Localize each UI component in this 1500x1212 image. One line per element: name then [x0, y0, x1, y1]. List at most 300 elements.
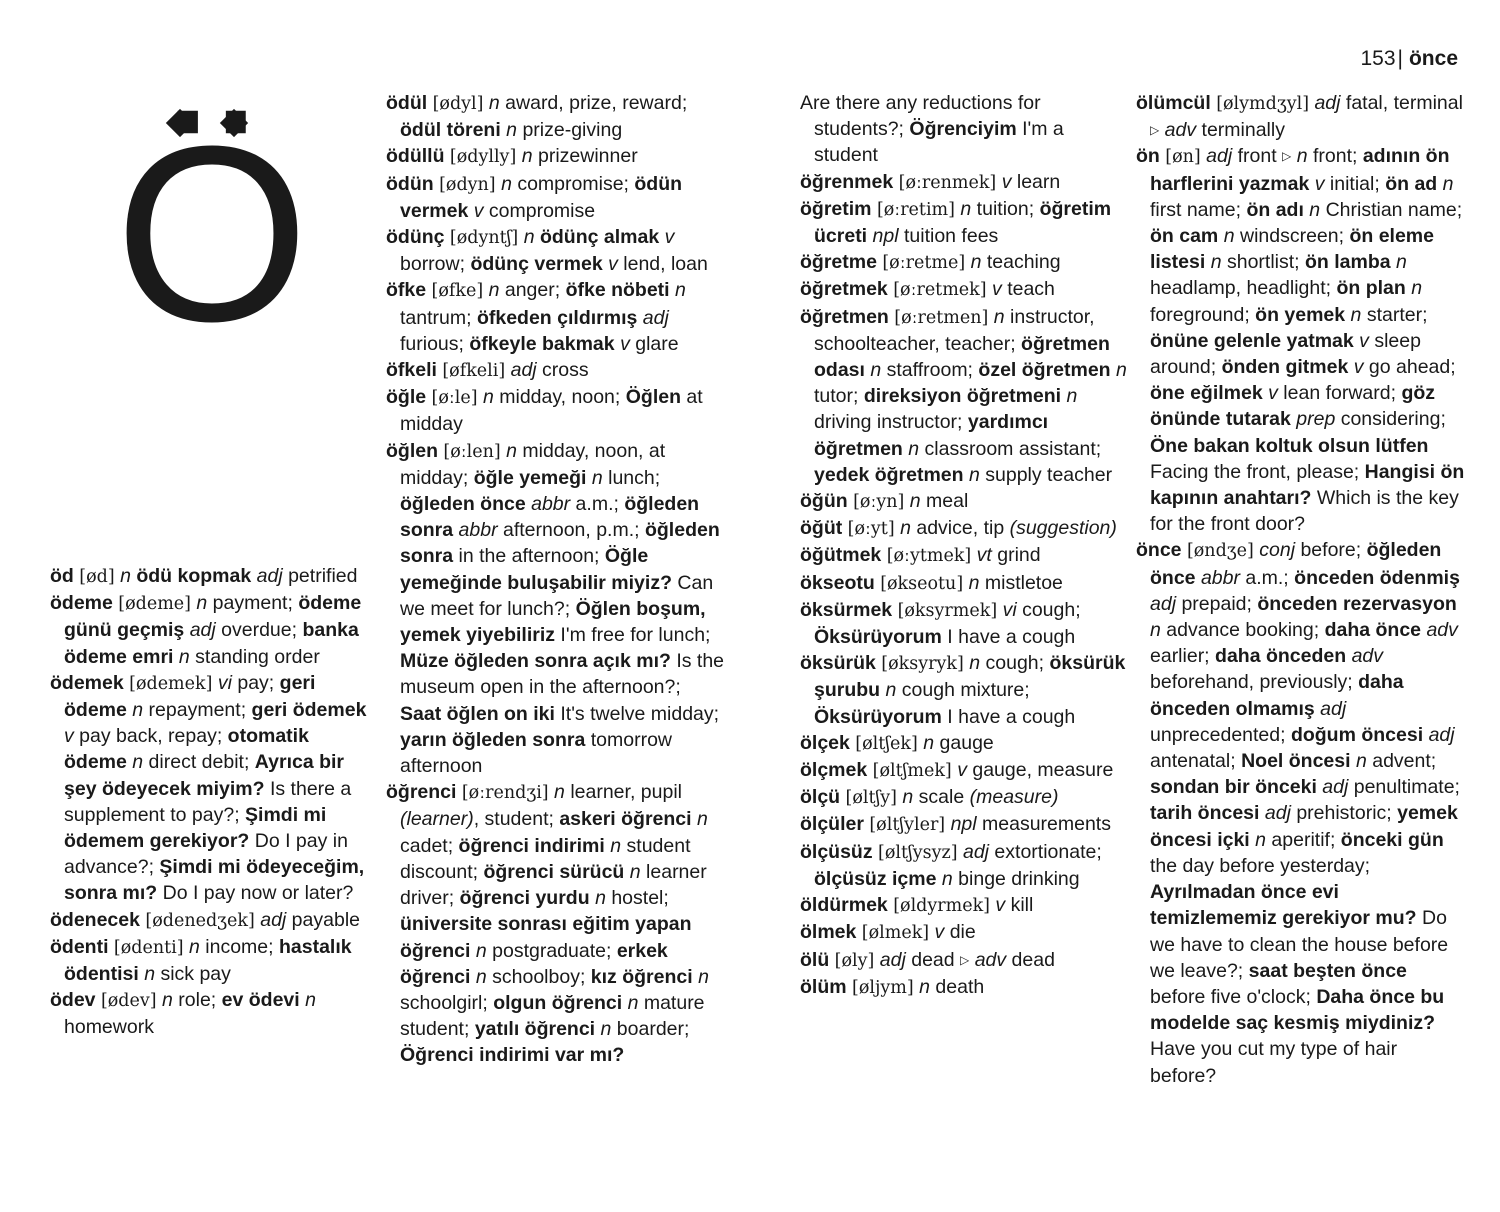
headword: direksiyon öğretmeni: [863, 385, 1062, 408]
headword: Öğrenci indirimi var mı?: [400, 1044, 625, 1067]
dictionary-entry: [800, 974, 1130, 1001]
guide-word: önce: [1408, 47, 1458, 70]
grammar-label: (suggestion): [1009, 517, 1117, 540]
grammar-label: n: [1355, 750, 1367, 773]
headword: Hangisi ön kapının anahtarı?: [1150, 460, 1465, 510]
definition-text: learner, pupil: [564, 781, 682, 804]
grammar-label: n: [595, 887, 606, 910]
dictionary-entry: [800, 650, 1130, 730]
pronunciation: [øksyryk]: [881, 654, 964, 675]
grammar-label: (measure): [969, 786, 1059, 809]
dictionary-entry: [800, 515, 1130, 542]
pronunciation: [øːyn]: [853, 492, 905, 513]
dictionary-entry: [386, 384, 726, 437]
headword: ön plan: [1336, 277, 1406, 300]
dictionary-column-4: [1136, 90, 1466, 1089]
headword: ödeme günü geçmiş: [64, 592, 362, 642]
headword: Şimdi mi ödemem gerekiyor?: [64, 803, 327, 853]
dictionary-entry: [800, 730, 1130, 757]
headword: öksürük şurubu: [814, 652, 1126, 702]
pronunciation: [ødylly]: [449, 147, 517, 168]
pronunciation: [ødyntʃ]: [449, 228, 519, 249]
definition-text: prepaid;: [1176, 592, 1258, 615]
arrow-marker: ▷: [1282, 149, 1292, 164]
headword: öğle: [386, 386, 427, 409]
definition-text: dead: [1006, 948, 1055, 971]
headword: daha önceden olmamış: [1150, 671, 1404, 720]
headword: ödünç almak: [539, 226, 660, 249]
headword: ödemek: [50, 671, 124, 694]
grammar-label: adj: [642, 306, 669, 329]
grammar-label: n: [885, 679, 897, 702]
pronunciation: [øfke]: [431, 281, 484, 302]
grammar-label: adj: [1206, 145, 1233, 168]
pronunciation: [øːretim]: [876, 199, 955, 220]
grammar-label: n: [919, 975, 930, 998]
definition-text: a.m.;: [1239, 566, 1295, 589]
definition-text: learner driver;: [400, 860, 707, 910]
pronunciation: [øltʃysyz]: [878, 842, 958, 863]
headword: öğütmek: [800, 544, 882, 567]
definition-text: tomorrow afternoon: [400, 728, 672, 778]
pronunciation: [ødyl]: [432, 94, 484, 114]
headword: Müze öğleden sonra açık mı?: [400, 650, 671, 673]
definition-text: lunch;: [602, 466, 661, 489]
grammar-label: adj: [879, 948, 906, 971]
dictionary-entry: [800, 597, 1130, 650]
grammar-label: n: [870, 359, 882, 382]
dictionary-entry: [800, 304, 1130, 488]
pronunciation: [øːytmek]: [886, 546, 972, 567]
definition-text: overdue;: [215, 619, 303, 642]
headword: ödeme: [50, 592, 113, 615]
pronunciation: [ødenedʒek]: [145, 910, 255, 931]
dictionary-entry: [386, 143, 726, 170]
definition-text: shortlist;: [1221, 251, 1306, 274]
pronunciation: [øːlen]: [443, 441, 501, 462]
definition-text: advance booking;: [1160, 619, 1325, 642]
grammar-label: n: [475, 965, 487, 988]
definition-text: initial;: [1324, 172, 1386, 195]
grammar-label: npl: [950, 813, 977, 836]
grammar-label: n: [923, 731, 935, 754]
pronunciation: [øn]: [1165, 147, 1201, 168]
headword: askeri öğrenci: [559, 808, 692, 831]
grammar-label: n: [591, 466, 603, 489]
pronunciation: [ølmek]: [861, 923, 930, 944]
definition-text: Have you cut my type of hair before?: [1150, 1038, 1398, 1087]
grammar-label: v: [620, 332, 630, 355]
definition-text: teach: [1001, 278, 1055, 301]
grammar-label: npl: [872, 225, 899, 248]
grammar-label: n: [506, 439, 518, 462]
headword: otomatik ödeme: [64, 725, 309, 774]
headword: özel öğretmen: [978, 359, 1111, 382]
headword: göz önünde tutarak: [1150, 382, 1436, 431]
grammar-label: n: [521, 145, 533, 168]
headword: ölçüler: [800, 813, 864, 836]
headword: ölçmek: [800, 759, 868, 782]
grammar-label: n: [1066, 385, 1078, 408]
definition-text: teaching: [981, 251, 1061, 274]
headword: ölüm: [800, 975, 847, 998]
pronunciation: [øltʃy]: [845, 788, 897, 809]
definition-text: sleep around;: [1150, 329, 1421, 379]
grammar-label: n: [627, 991, 639, 1014]
headword: öğleden sonra: [400, 519, 720, 568]
section-letter: [114, 94, 310, 373]
dictionary-entry: [800, 839, 1130, 892]
headword: tarih öncesi: [1150, 802, 1260, 825]
definition-text: cadet;: [400, 834, 459, 857]
headword: ödünç: [386, 226, 445, 249]
grammar-label: n: [902, 786, 914, 809]
definition-text: before;: [1295, 539, 1367, 562]
grammar-label: adv: [974, 948, 1007, 971]
headword: Şimdi mi ödeyeceğim, sonra mı?: [64, 856, 365, 905]
headword: ödüllü: [386, 145, 445, 168]
definition-text: first name;: [1150, 198, 1247, 221]
headword: öldürmek: [800, 894, 888, 917]
grammar-label: v: [664, 226, 675, 249]
definition-text: Are there any reductions for students?;: [800, 92, 1041, 141]
definition-text: afternoon, p.m.;: [497, 519, 645, 542]
running-header: [1360, 46, 1458, 72]
definition-text: measurements: [976, 813, 1111, 836]
definition-text: pay;: [231, 671, 280, 694]
pronunciation: [øːretmen]: [894, 307, 989, 328]
definition-text: sick pay: [155, 963, 231, 986]
definition-text: fatal, terminal: [1340, 92, 1463, 114]
pronunciation: [ød]: [79, 567, 115, 587]
headword: öğleden önce: [400, 493, 526, 516]
grammar-label: v: [992, 278, 1002, 301]
headword: banka ödeme emri: [64, 619, 359, 668]
headword: adının ön harflerini yazmak: [1150, 145, 1450, 195]
grammar-label: adj: [260, 908, 287, 931]
definition-text: role;: [172, 989, 222, 1012]
definition-text: considering;: [1335, 408, 1446, 431]
pronunciation: [ødyn]: [439, 174, 496, 195]
grammar-label: n: [482, 386, 494, 409]
headword: ev ödevi: [221, 989, 300, 1012]
grammar-label: prep: [1296, 408, 1336, 431]
headword: öfkeli: [386, 359, 437, 382]
definition-text: front;: [1307, 145, 1363, 168]
grammar-label: adj: [1264, 802, 1291, 825]
headword: ön lamba: [1305, 251, 1391, 274]
headword: erkek öğrenci: [400, 939, 668, 988]
headword: ödenti: [50, 935, 109, 958]
headword: saat beşten önce: [1248, 959, 1407, 982]
pronunciation: [ødev]: [100, 991, 157, 1012]
definition-text: meal: [920, 490, 969, 513]
grammar-label: adv: [1426, 619, 1458, 642]
definition-text: cough;: [1016, 598, 1081, 621]
headword: Öğlen boşum, yemek yiyebiliriz: [400, 597, 706, 647]
grammar-label: adj: [510, 359, 537, 382]
definition-text: prehistoric;: [1290, 802, 1398, 825]
dictionary-entry: [386, 224, 726, 277]
definition-text: dead: [905, 948, 961, 971]
headword: kız öğrenci: [590, 965, 693, 988]
dictionary-entry: [1136, 143, 1466, 537]
definition-text: I have a cough: [941, 705, 1076, 728]
headword: doğum öncesi: [1290, 723, 1424, 746]
definition-text: windscreen;: [1234, 225, 1350, 248]
headword: öfke: [386, 279, 427, 302]
grammar-label: n: [968, 571, 980, 594]
definition-text: learn: [1011, 170, 1061, 193]
grammar-label: n: [305, 989, 316, 1012]
definition-text: tuition fees: [898, 225, 999, 248]
definition-text: Do we have to clean the house before we leave?;: [1150, 907, 1449, 982]
definition-text: cross: [536, 359, 589, 382]
headword: ökseotu: [800, 571, 875, 594]
grammar-label: abbr: [531, 493, 571, 516]
grammar-label: vi: [217, 671, 232, 694]
headword: Ayrıca bir şey ödeyecek miyim?: [64, 751, 345, 800]
grammar-label: adv: [1164, 119, 1197, 142]
headword: öğüt: [800, 517, 843, 540]
definition-text: supply teacher: [979, 463, 1113, 486]
headword: öksürük: [800, 652, 876, 675]
dictionary-entry: [50, 907, 375, 934]
pronunciation: [øly]: [834, 950, 875, 971]
definition-text: glare: [629, 332, 679, 355]
grammar-label: vt: [976, 544, 992, 567]
grammar-label: v: [473, 199, 484, 222]
headword: yarın öğleden sonra: [400, 728, 586, 751]
definition-text: foreground;: [1150, 303, 1256, 326]
grammar-label: n: [1255, 828, 1266, 851]
dictionary-entry: [50, 670, 375, 907]
headword: Öğrenciyim: [909, 118, 1017, 141]
grammar-label: n: [968, 463, 980, 486]
definition-text: classroom assistant;: [919, 437, 1102, 460]
definition-text: payable: [286, 908, 360, 931]
headword: daha önce: [1324, 619, 1422, 642]
grammar-label: adj: [1428, 723, 1455, 746]
definition-text: postgraduate;: [486, 939, 617, 962]
dictionary-entry: [50, 563, 375, 590]
headword: yardımcı öğretmen: [814, 411, 1049, 460]
pronunciation: [øltʃek]: [855, 733, 918, 754]
headword: Noel öncesi: [1241, 750, 1351, 773]
definition-text: scale: [913, 786, 970, 809]
grammar-label: n: [900, 517, 911, 540]
grammar-label: n: [501, 172, 512, 195]
definition-text: anger;: [499, 279, 566, 302]
headword: daha önceden: [1215, 645, 1347, 668]
definition-text: driving instructor;: [814, 411, 968, 434]
headword: hastalık ödentisi: [64, 935, 352, 986]
definition-text: death: [930, 975, 985, 998]
headword: Öğlen: [625, 386, 681, 409]
headword: geri ödeme: [64, 671, 316, 722]
dictionary-entry: [50, 934, 375, 987]
headword: önden gitmek: [1221, 356, 1349, 379]
dictionary-entry: [386, 357, 726, 384]
dictionary-entry: [50, 590, 375, 670]
grammar-label: n: [969, 652, 981, 675]
definition-text: in the afternoon;: [453, 545, 605, 568]
pronunciation: [øːrenmek]: [898, 172, 997, 193]
headword: ödünç vermek: [470, 253, 603, 276]
pronunciation: [øltʃyler]: [869, 815, 946, 836]
pronunciation: [øfkeli]: [442, 361, 506, 382]
headword: öne eğilmek: [1150, 382, 1263, 405]
grammar-label: v: [995, 894, 1006, 917]
pronunciation: [ødemek]: [129, 673, 213, 694]
definition-text: repayment;: [143, 699, 252, 722]
grammar-label: n: [162, 989, 173, 1012]
definition-text: earlier;: [1150, 645, 1216, 668]
grammar-label: n: [610, 834, 622, 857]
grammar-label: n: [1150, 619, 1161, 642]
dictionary-entry: [800, 169, 1130, 196]
headword: Öksürüyorum: [814, 626, 942, 649]
dictionary-entry: [800, 892, 1130, 919]
grammar-label: n: [1296, 145, 1308, 168]
grammar-label: adv: [1351, 645, 1384, 668]
headword: öfkeyle bakmak: [469, 332, 615, 355]
definition-text: instructor, schoolteacher, teacher;: [814, 305, 1095, 355]
grammar-label: abbr: [458, 519, 498, 542]
headword: Öğle yemeğinde buluşabilir miyiz?: [400, 545, 672, 594]
headword: öğretme: [800, 251, 877, 274]
definition-text: award, prize, reward;: [499, 92, 688, 114]
headword: ödev: [50, 989, 96, 1012]
headword: ölçüsüz: [800, 840, 873, 863]
definition-text: grind: [991, 544, 1041, 567]
grammar-label: n: [698, 965, 709, 988]
headword: ön ad: [1385, 172, 1438, 195]
headword: ödül: [386, 92, 428, 114]
headword: Daha önce bu modelde saç kesmiş miydiniz?: [1150, 985, 1445, 1035]
grammar-label: n: [196, 592, 208, 615]
arrow-marker: ▷: [960, 952, 970, 967]
grammar-label: v: [1001, 170, 1012, 193]
headword: öfke nöbeti: [565, 279, 670, 302]
dictionary-entry: [800, 811, 1130, 838]
grammar-label: n: [993, 305, 1005, 328]
dictionary-entry: [800, 919, 1130, 946]
grammar-label: v: [1359, 329, 1369, 352]
headword: ölü: [800, 948, 830, 971]
definition-text: schoolboy;: [486, 965, 591, 988]
definition-text: I'm a student: [814, 118, 1064, 167]
grammar-label: adj: [1150, 592, 1177, 615]
definition-text: tuition;: [971, 197, 1040, 220]
grammar-label: n: [1210, 251, 1222, 274]
headword: ön: [1136, 145, 1160, 168]
headword: yemek öncesi içki: [1150, 802, 1458, 851]
headword: ödün vermek: [400, 172, 683, 222]
headword: önceden ödenmiş: [1294, 566, 1460, 589]
dictionary-entry: [800, 947, 1130, 974]
pronunciation: [ølymdʒyl]: [1216, 94, 1310, 114]
grammar-label: (learner): [400, 808, 474, 831]
dictionary-entry: [800, 90, 1130, 169]
headword: öfkeden çıldırmış: [476, 306, 638, 329]
grammar-label: n: [600, 1018, 612, 1041]
headword: ön cam: [1150, 225, 1219, 248]
definition-text: Do I pay now or later?: [157, 882, 354, 905]
definition-text: gauge, measure: [966, 759, 1114, 782]
headword: öğleden önce: [1150, 539, 1442, 589]
grammar-label: n: [908, 437, 920, 460]
definition-text: lend, loan: [617, 253, 708, 276]
definition-text: gauge: [934, 731, 994, 754]
headword: öğün: [800, 490, 848, 513]
definition-text: income;: [199, 935, 279, 958]
definition-text: extortionate;: [989, 840, 1102, 863]
headword: Öksürüyorum: [814, 705, 942, 728]
definition-text: tutor;: [814, 385, 864, 408]
pronunciation: [øːretmek]: [893, 280, 987, 301]
grammar-label: v: [1314, 172, 1325, 195]
definition-text: prizewinner: [532, 145, 638, 168]
definition-text: student discount;: [400, 834, 691, 883]
headword: geri ödemek: [251, 699, 367, 722]
definition-text: before five o'clock;: [1150, 985, 1317, 1008]
definition-text: boarder;: [611, 1018, 690, 1041]
dictionary-entry: [800, 784, 1130, 811]
headword: ön adı: [1246, 198, 1304, 221]
grammar-label: n: [675, 279, 686, 302]
grammar-label: n: [1411, 277, 1423, 300]
definition-text: borrow;: [400, 253, 471, 276]
definition-text: prize-giving: [517, 119, 623, 142]
headword: öksürmek: [800, 598, 893, 621]
definition-text: cough mixture;: [896, 679, 1030, 702]
grammar-label: n: [189, 935, 200, 958]
definition-text: Do I pay in advance?;: [64, 830, 348, 879]
grammar-label: v: [608, 253, 618, 276]
grammar-label: n: [1442, 172, 1454, 195]
dictionary-column-3: [800, 90, 1130, 1001]
headword: ölmek: [800, 921, 857, 944]
definition-text: die: [944, 921, 976, 944]
dictionary-column-2: [386, 90, 726, 1069]
grammar-label: v: [957, 759, 967, 782]
dictionary-entry: [800, 488, 1130, 515]
grammar-label: adj: [256, 565, 283, 587]
headword: öğretmen odası: [814, 332, 1110, 382]
headword: ödenecek: [50, 908, 140, 931]
definition-text: pay back, repay;: [73, 725, 228, 748]
definition-text: Which is the key for the front door?: [1150, 487, 1459, 536]
definition-text: standing order: [189, 645, 320, 668]
headword: ölümcül: [1136, 92, 1211, 114]
dictionary-entry: [800, 570, 1130, 597]
dictionary-entry: [800, 196, 1130, 249]
definition-text: schoolgirl;: [400, 991, 494, 1014]
definition-text: advice, tip: [910, 517, 1010, 540]
headword: öğrenci: [386, 781, 457, 804]
headword: yedek öğretmen: [814, 463, 964, 486]
definition-text: headlamp, headlight;: [1150, 277, 1337, 300]
headword: yatılı öğrenci: [474, 1018, 596, 1041]
arrow-marker: ▷: [1150, 123, 1160, 138]
grammar-label: n: [488, 279, 500, 302]
definition-text: terminally: [1196, 119, 1285, 142]
grammar-label: n: [1309, 198, 1321, 221]
definition-text: midday, noon;: [493, 386, 626, 409]
grammar-label: n: [554, 781, 565, 804]
definition-text: I have a cough: [941, 626, 1076, 649]
